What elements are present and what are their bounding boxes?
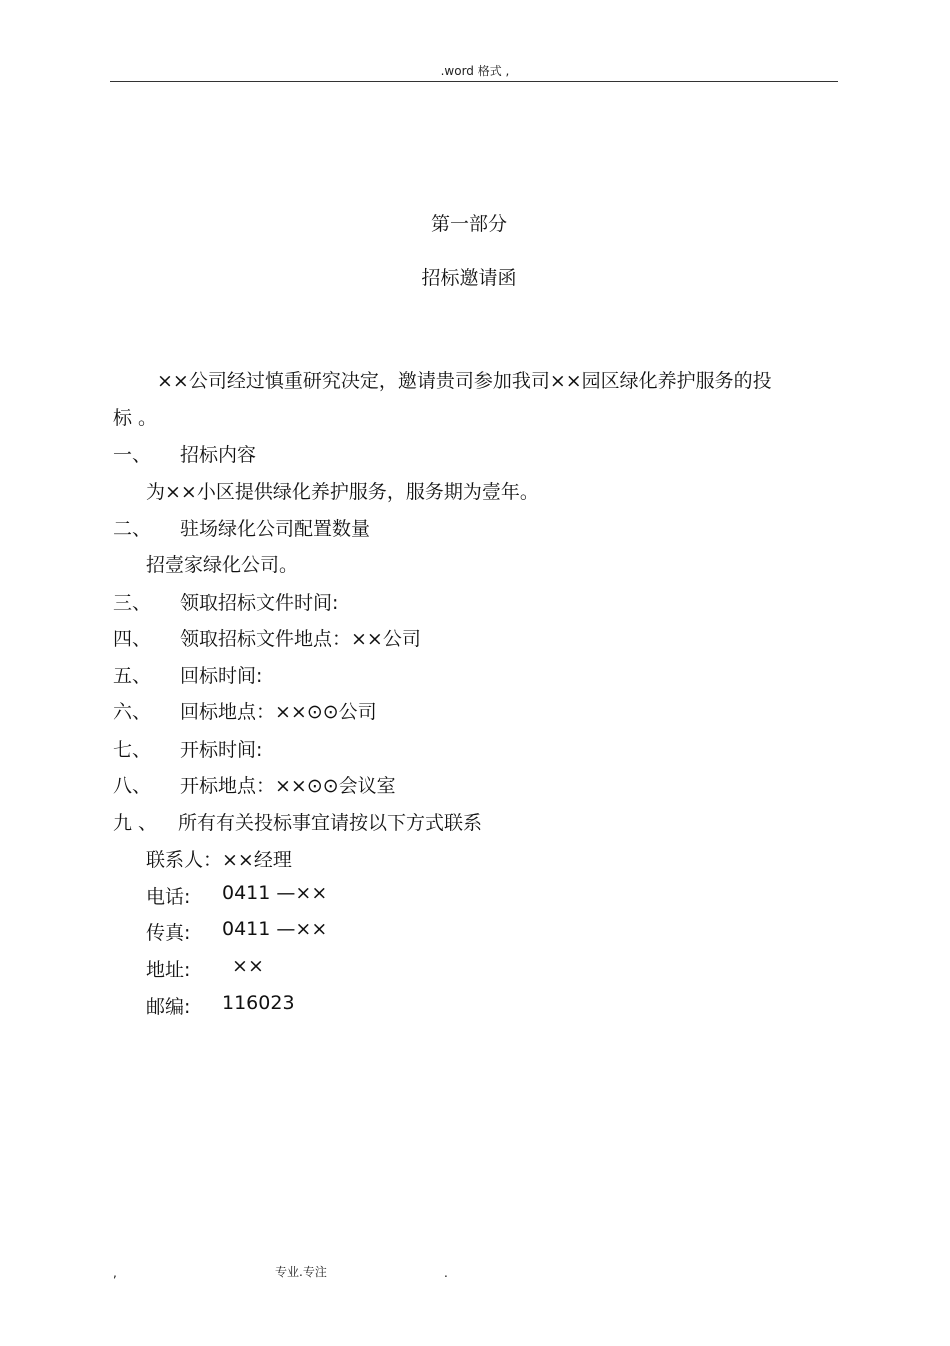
page-header: .word 格式 , — [440, 64, 510, 78]
item-heading: 所有有关投标事宜请按以下方式联系 — [178, 812, 483, 834]
item-heading: 领取招标文件时间: — [180, 592, 339, 614]
header-divider — [110, 81, 838, 82]
document-title: 招标邀请函 — [421, 267, 517, 289]
fax-value: 0411 —×× — [222, 918, 328, 940]
item-number: 八、 — [113, 775, 152, 797]
contact-person: 联系人：××经理 — [146, 849, 292, 871]
phone-label: 电话: — [146, 886, 191, 908]
item-number: 一、 — [113, 444, 152, 466]
phone-value: 0411 —×× — [222, 882, 328, 904]
item-heading: 开标时间: — [180, 739, 263, 761]
item-number: 九 、 — [113, 812, 158, 834]
postcode-value: 116023 — [222, 992, 295, 1014]
item-heading: 招标内容 — [180, 444, 257, 466]
intro-paragraph-line-1: ××公司经过慎重研究决定，邀请贵司参加我司××园区绿化养护服务的投 — [157, 370, 772, 392]
item-number: 七、 — [113, 739, 152, 761]
item-heading: 回标时间: — [180, 665, 263, 687]
item-heading: 领取招标文件地点：××公司 — [180, 628, 421, 650]
footer-left-mark: , — [113, 1266, 117, 1280]
item-number: 五、 — [113, 665, 152, 687]
intro-paragraph-line-2: 标 。 — [113, 407, 158, 429]
item-heading: 开标地点：××⊙⊙会议室 — [180, 775, 396, 797]
address-label: 地址: — [146, 959, 191, 981]
page-footer: 专业.专注 — [275, 1265, 327, 1279]
footer-right-mark: . — [444, 1266, 448, 1280]
postcode-label: 邮编: — [146, 996, 191, 1018]
part-title: 第一部分 — [430, 213, 507, 235]
item-detail: 为××小区提供绿化养护服务，服务期为壹年。 — [146, 481, 539, 503]
item-number: 三、 — [113, 592, 152, 614]
fax-label: 传真: — [146, 922, 191, 944]
address-value: ×× — [226, 955, 264, 977]
item-number: 四、 — [113, 628, 152, 650]
item-heading: 驻场绿化公司配置数量 — [180, 518, 371, 540]
item-number: 六、 — [113, 701, 152, 723]
item-detail: 招壹家绿化公司。 — [146, 554, 299, 576]
item-number: 二、 — [113, 518, 152, 540]
item-heading: 回标地点：××⊙⊙公司 — [180, 701, 377, 723]
